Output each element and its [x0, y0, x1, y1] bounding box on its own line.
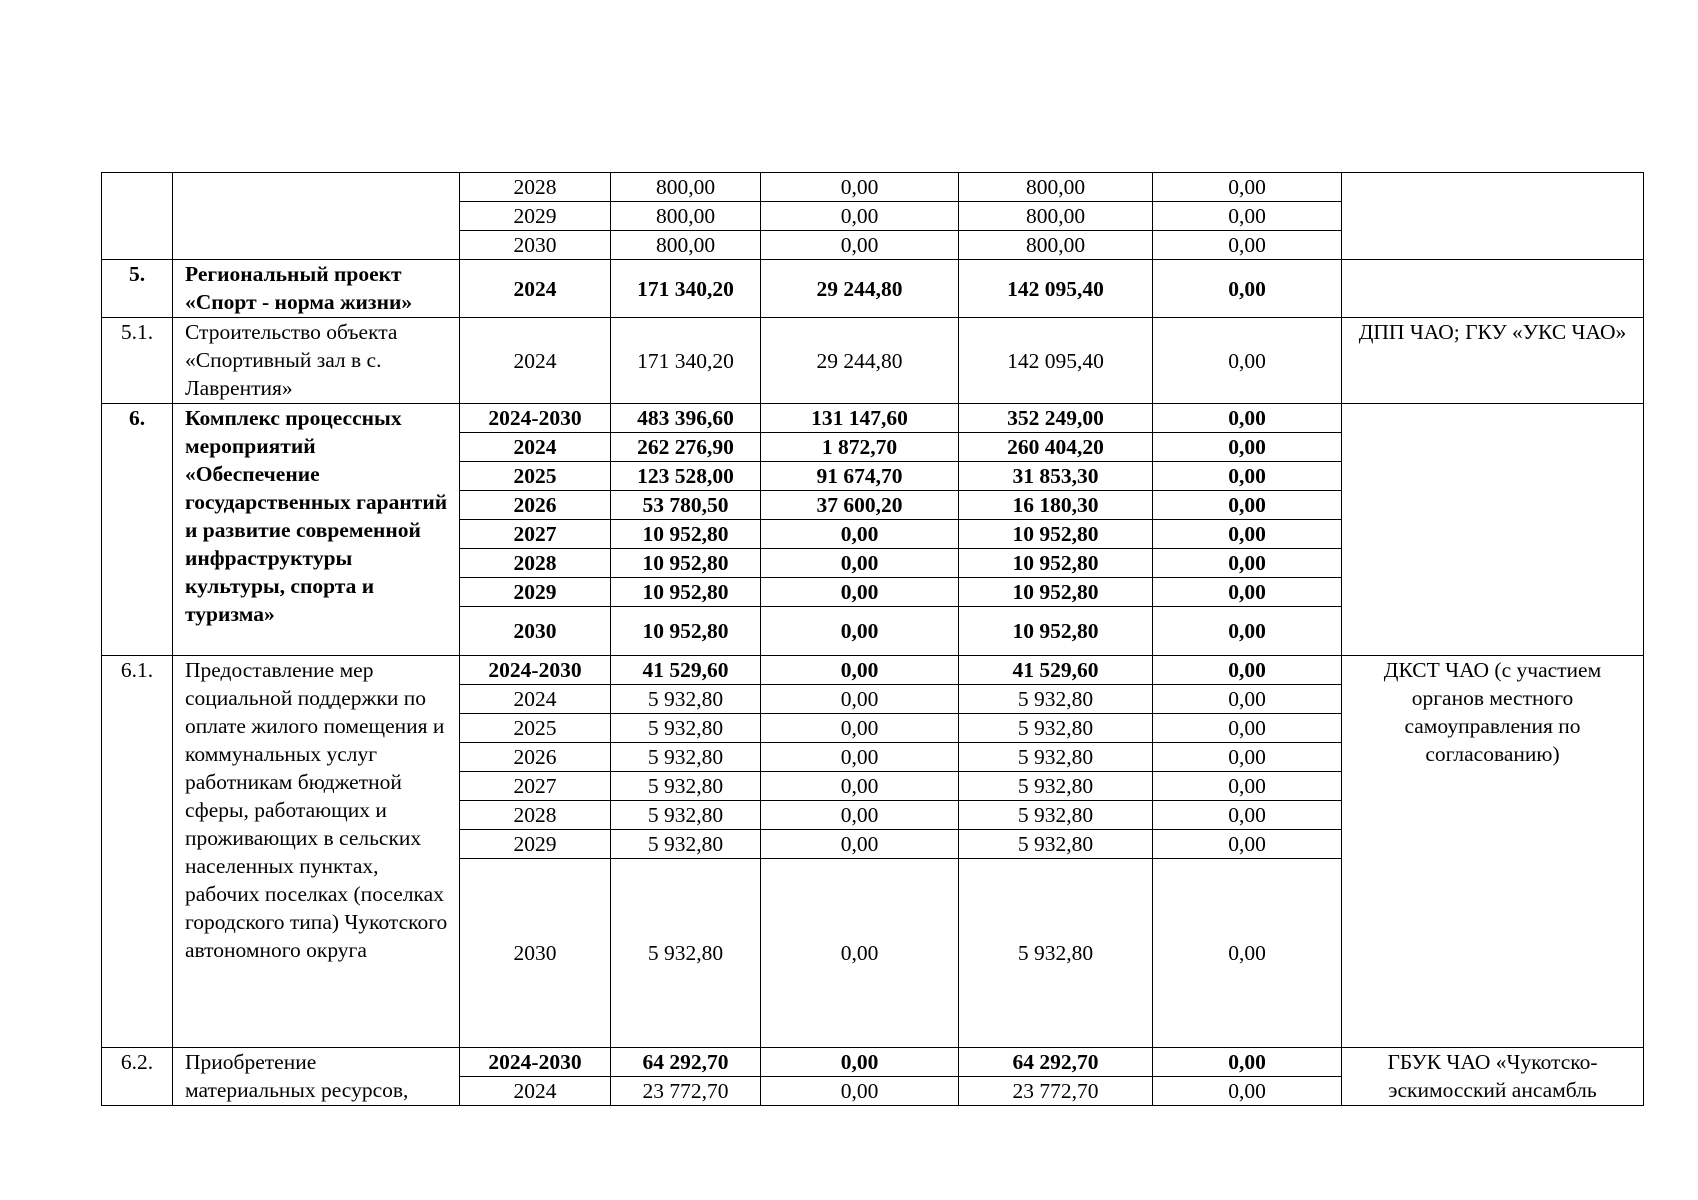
table-row-6-1: 6.1. Предоставление мер социальной поддержки по оплате жилого помещения и коммунальных услуг работникам бюджетной сферы, работающих и проживающих в сельских населенных пунктах, рабочих поселках (поселках городского типа) Чукотского автономного округа 2024-2030 41 529,60 0,00 41 529,60 0,00 ДКСТ ЧАО (с участием органов местного самоуправления по согласованию) [102, 656, 1644, 685]
table-row: 2028 800,00 0,00 800,00 0,00 [102, 173, 1644, 202]
table-row: 2029 5 932,80 0,00 5 932,80 0,00 [102, 830, 1644, 859]
table-row: 2029 10 952,80 0,00 10 952,80 0,00 [102, 578, 1644, 607]
cell-executor [1342, 404, 1644, 656]
table-row: 2025 5 932,80 0,00 5 932,80 0,00 [102, 714, 1644, 743]
table-row: 2030 10 952,80 0,00 10 952,80 0,00 [102, 607, 1644, 656]
table-row: 2024 5 932,80 0,00 5 932,80 0,00 [102, 685, 1644, 714]
table-row: 2024 262 276,90 1 872,70 260 404,20 0,00 [102, 433, 1644, 462]
cell-executor [1342, 260, 1644, 318]
cell-executor [1342, 173, 1644, 260]
table-row: 2027 10 952,80 0,00 10 952,80 0,00 [102, 520, 1644, 549]
table-row: 2026 53 780,50 37 600,20 16 180,30 0,00 [102, 491, 1644, 520]
cell-name [173, 173, 460, 260]
budget-table [101, 172, 1644, 1106]
table-row: 2025 123 528,00 91 674,70 31 853,30 0,00 [102, 462, 1644, 491]
table-row: 2029 800,00 0,00 800,00 0,00 [102, 202, 1644, 231]
table-row: 2024 23 772,70 0,00 23 772,70 0,00 [102, 1077, 1644, 1106]
table-row: 2030 800,00 0,00 800,00 0,00 [102, 231, 1644, 260]
table-row-6: 6. Комплекс процессных мероприятий «Обеспечение государственных гарантий и развитие современной инфраструктуры культуры, спорта и туризма» 2024-2030 483 396,60 131 147,60 352 249,00 0,00 [102, 404, 1644, 433]
table-row: 2026 5 932,80 0,00 5 932,80 0,00 [102, 743, 1644, 772]
table-row: 2028 5 932,80 0,00 5 932,80 0,00 [102, 801, 1644, 830]
table-row: 2028 10 952,80 0,00 10 952,80 0,00 [102, 549, 1644, 578]
table-row: 2027 5 932,80 0,00 5 932,80 0,00 [102, 772, 1644, 801]
table-row-5: 5. Региональный проект «Спорт - норма жизни» 2024 171 340,20 29 244,80 142 095,40 0,00 [102, 260, 1644, 318]
cell-num [102, 173, 173, 260]
table-row: 2030 5 932,80 0,00 5 932,80 0,00 [102, 859, 1644, 1048]
table-row-5-1: 5.1. Строительство объекта «Спортивный зал в с. Лаврентия» 2024 171 340,20 29 244,80 142 095,40 0,00 ДПП ЧАО; ГКУ «УКС ЧАО» [102, 318, 1644, 404]
table-row-6-2: 6.2. Приобретение материальных ресурсов, 2024-2030 64 292,70 0,00 64 292,70 0,00 ГБУК ЧАО «Чукотско-эскимосский ансамбль [102, 1048, 1644, 1077]
